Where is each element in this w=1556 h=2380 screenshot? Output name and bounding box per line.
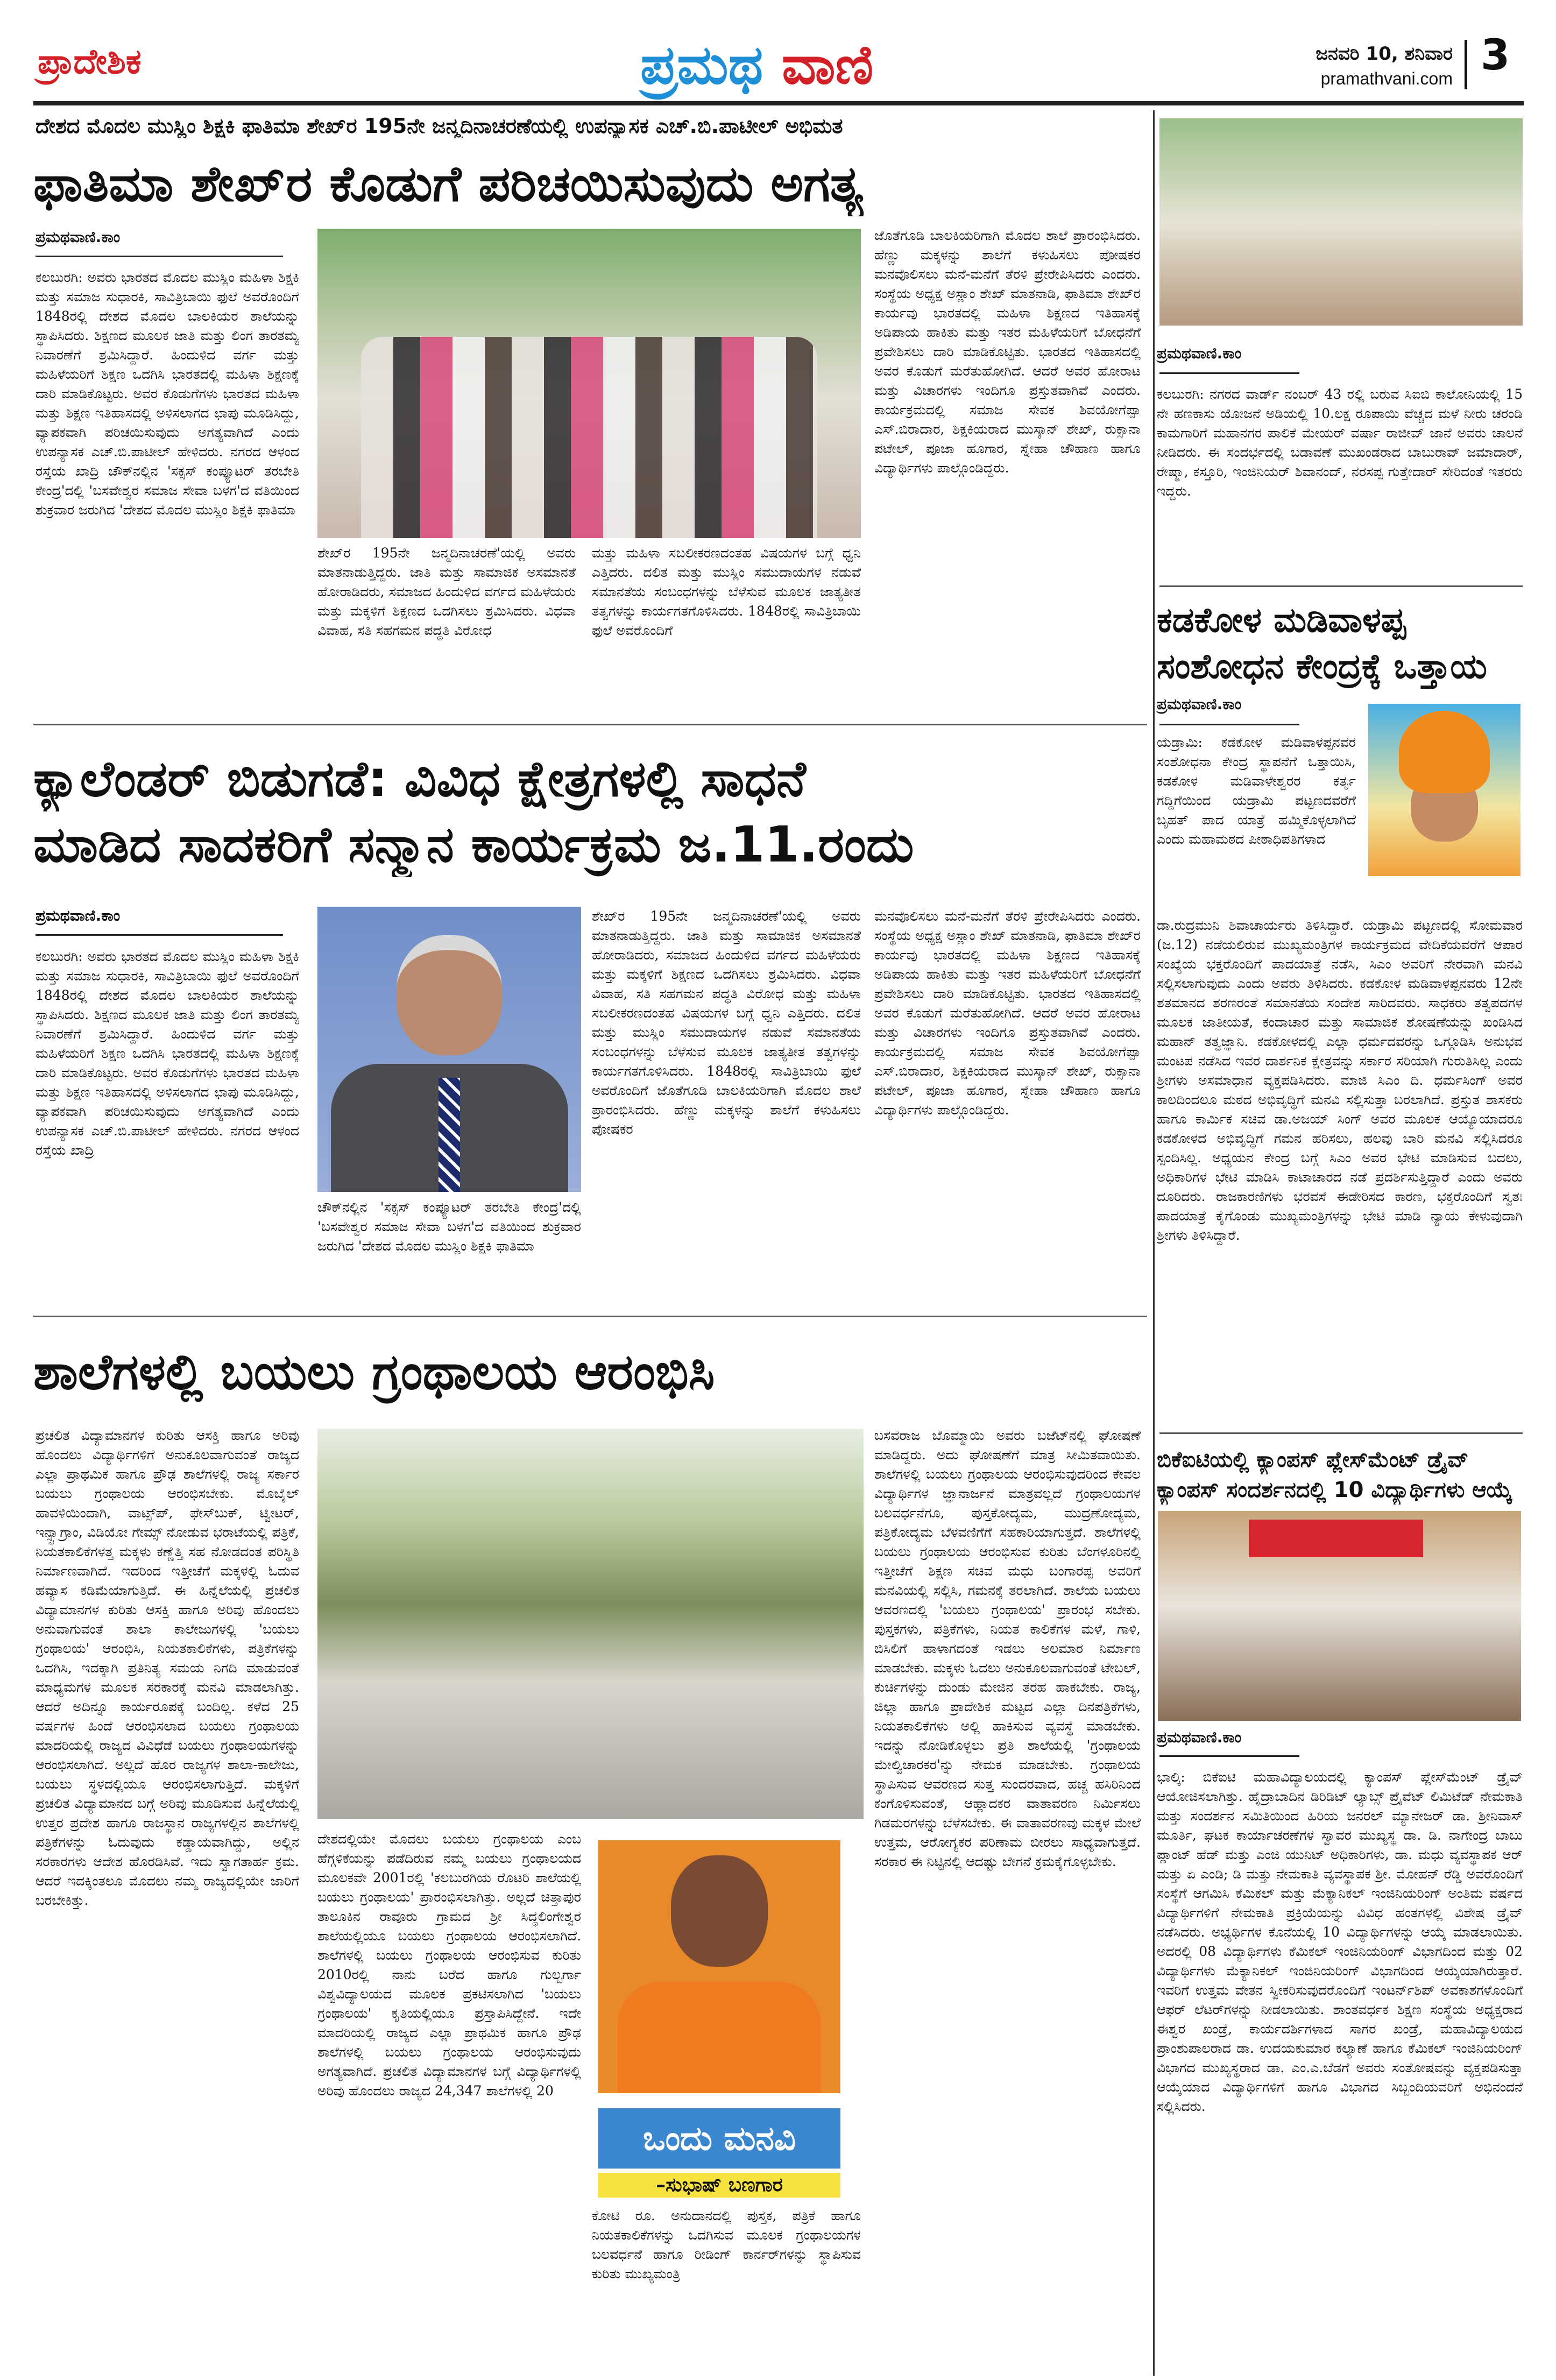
byline-rule bbox=[36, 934, 283, 936]
right3-headline-line1[interactable]: ಬಿಕೆಐಟಿಯಲ್ಲಿ ಕ್ಯಾಂಪಸ್ ಪ್ಲೇಸ್‌ಮೆಂಟ್ ಡ್ರೈವ್ bbox=[1157, 1447, 1469, 1472]
article2-col1: ಕಲಬುರಗಿ: ಅವರು ಭಾರತದ ಮೊದಲ ಮುಸ್ಲಿಂ ಮಹಿಳಾ ಶಿಕ್ಷಕಿ ಮತ್ತು ಸಮಾಜ ಸುಧಾರಕಿ, ಸಾವಿತ್ರಿಬಾಯಿ ಫುಲೆ ಅವರೊಂದಿಗೆ 1848ರಲ್ಲಿ ದೇಶದ ಮೊದಲ ಬಾಲಕಿಯರ ಶಾಲೆಯನ್ನು ಸ್ಥಾಪಿಸಿದರು. ಶಿಕ್ಷಣದ ಮೂಲಕ ಜಾತಿ ಮತ್ತು ಲಿಂಗ ತಾರತಮ್ಯ ನಿವಾರಣೆಗೆ ಶ್ರಮಿಸಿದ್ದಾರೆ. ಹಿಂದುಳಿದ ವರ್ಗ ಮತ್ತು ಮಹಿಳೆಯರಿಗೆ ಶಿಕ್ಷಣ ಒದಗಿಸಿ ಭಾರತದಲ್ಲಿ ಮಹಿಳಾ ಶಿಕ್ಷಣಕ್ಕೆ ದಾರಿ ಮಾಡಿಕೊಟ್ಟರು. ಅವರ ಕೊಡುಗೆಗಳು ಭಾರತದ ಮಹಿಳಾ ಮತ್ತು ಶಿಕ್ಷಣ ಇತಿಹಾಸದಲ್ಲಿ ಅಳಿಸಲಾಗದ ಛಾಪು ಮೂಡಿಸಿದ್ದು, ವ್ಯಾಪಕವಾಗಿ ಪರಿಚಯಿಸುವುದು ಅಗತ್ಯವಾಗಿದೆ ಎಂದು ಉಪನ್ಯಾಸಕ ಎಚ್.ಬಿ.ಪಾಟೀಲ್ ಹೇಳಿದರು. ನಗರದ ಆಳಂದ ರಸ್ತೆಯ ಖಾದ್ರಿ bbox=[36, 949, 299, 1158]
article1-col3: ಮತ್ತು ಮಹಿಳಾ ಸಬಲೀಕರಣದಂತಹ ವಿಷಯಗಳ ಬಗ್ಗೆ ಧ್ವನಿ ಎತ್ತಿದರು. ದಲಿತ ಮತ್ತು ಮುಸ್ಲಿಂ ಸಮುದಾಯಗಳ ನಡುವೆ ಸಮಾನತೆಯ ಸಂಬಂಧಗಳನ್ನು ಬೆಳೆಸುವ ಮೂಲಕ ಜಾತ್ಯತೀತ ತತ್ವಗಳನ್ನು ಕಾರ್ಯಗತಗೊಳಿಸಿದರು. 1848ರಲ್ಲಿ ಸಾವಿತ್ರಿಬಾಯಿ ಫುಲೆ ಅವರೊಂದಿಗೆ bbox=[592, 545, 861, 638]
right1-photo bbox=[1159, 118, 1523, 326]
right3-headline-line2[interactable]: ಕ್ಯಾಂಪಸ್ ಸಂದರ್ಶನದಲ್ಲಿ 10 ವಿದ್ಯಾರ್ಥಿಗಳು ಆಯ್ಕೆ bbox=[1157, 1478, 1512, 1502]
website-link[interactable]: pramathvani.com bbox=[1320, 69, 1453, 88]
author-photo bbox=[598, 1840, 840, 2093]
article3-col1: ಪ್ರಚಲಿತ ವಿದ್ಯಾಮಾನಗಳ ಕುರಿತು ಆಸಕ್ತಿ ಹಾಗೂ ಅರಿವು ಹೊಂದಲು ವಿದ್ಯಾರ್ಥಿಗಳಿಗೆ ಅನುಕೂಲವಾಗುವಂತೆ ರಾಜ್ಯದ ಎಲ್ಲಾ ಪ್ರಾಥಮಿಕ ಹಾಗೂ ಪ್ರೌಢ ಶಾಲೆಗಳಲ್ಲಿ ರಾಜ್ಯ ಸರ್ಕಾರ ಬಯಲು ಗ್ರಂಥಾಲಯ ಆರಂಭಿಸಬೇಕು. ಮೊಬೈಲ್ ಹಾವಳಿಯಿಂದಾಗಿ, ವಾಟ್ಸ್‌ಪ್, ಫೇಸ್‌ಬುಕ್, ಟ್ವೀಟರ್, ಇನ್ಸ್ಟಾಗ್ರಾಂ, ವಿಡಿಯೋ ಗೇಮ್ಸ್ ನೋಡುವ ಭರಾಟೆಯಲ್ಲಿ ಪತ್ರಿಕೆ, ನಿಯತಕಾಲಿಕೆಗಳತ್ತ ಮಕ್ಕಳು ಕಣ್ಣೆತ್ತಿ ಸಹ ನೋಡದಂತ ಪರಿಸ್ಥಿತಿ ನಿರ್ಮಾಣವಾಗಿದೆ. ಇದರಿಂದ ಇತ್ತೀಚೆಗೆ ಮಕ್ಕಳಲ್ಲಿ ಓದುವ ಹವ್ಯಾಸ ಕಡಿಮೆಯಾಗುತ್ತಿದೆ. ಈ ಹಿನ್ನೆಲೆಯಲ್ಲಿ ಪ್ರಚಲಿತ ವಿದ್ಯಾಮಾನಗಳ ಕುರಿತು ಆಸಕ್ತಿ ಹಾಗೂ ಅರಿವು ಹೊಂದಲು ಅನುವಾಗುವಂತೆ ಶಾಲಾ ಕಾಲೇಜುಗಳಲ್ಲಿ 'ಬಯಲು ಗ್ರಂಥಾಲಯ' ಆರಂಭಿಸಿ, ನಿಯತಕಾಲಿಕೆಗಳು, ಪತ್ರಿಕೆಗಳನ್ನು ಒದಗಿಸಿ, ಇದಕ್ಕಾಗಿ ಪ್ರತಿನಿತ್ಯ ಸಮಯ ನಿಗದಿ ಮಾಡುವಂತೆ ಮಾಧ್ಯಮಗಳ ಮೂಲಕ ಸರಕಾರಕ್ಕೆ ಮನವಿ ಮಾಡಲಾಗಿತ್ತು. ಆದರೆ ಅದಿನ್ನೂ ಕಾರ್ಯರೂಪಕ್ಕೆ ಬಂದಿಲ್ಲ. ಕಳೆದ 25 ವರ್ಷಗಳ ಹಿಂದೆ ಆರಂಭಿಸಲಾದ ಬಯಲು ಗ್ರಂಥಾಲಯ ಮಾದರಿಯಲ್ಲಿ ರಾಜ್ಯದ ವಿವಿಧೆಡೆ ಬಯಲು ಗ್ರಂಥಾಲಯಗಳನ್ನು ಆರಂಭಿಸಲಾಗಿದೆ. ಅಲ್ಲದೆ ಹೊರ ರಾಜ್ಯಗಳ ಶಾಲಾ-ಕಾಲೇಜು, ಬಯಲು ಸ್ಥಳದಲ್ಲಿಯೂ ಆರಂಭಿಸಲಾಗುತ್ತಿದೆ. ಮಕ್ಕಳಿಗೆ ಪ್ರಚಲಿತ ವಿದ್ಯಾಮಾನದ ಬಗ್ಗೆ ಅರಿವು ಮೂಡಿಸುವ ಹಿನ್ನೆಲೆಯಲ್ಲಿ ಉತ್ತರ ಪ್ರದೇಶ ಹಾಗೂ ರಾಜಸ್ಥಾನ ರಾಜ್ಯಗಳಲ್ಲಿನ ಶಾಲೆಗಳಲ್ಲಿ ಪತ್ರಿಕೆಗಳನ್ನು ಓದುವುದು ಕಡ್ಡಾಯವಾಗಿದ್ದು, ಅಲ್ಲಿನ ಸರಕಾರಗಳು ಆದೇಶ ಹೊರಡಿಸಿವೆ. ಇದು ಸ್ವಾಗತಾರ್ಹ ಕ್ರಮ. ಆದರೆ ಇದಕ್ಕಿಂತಲೂ ಮೊದಲು ನಮ್ಮ ರಾಜ್ಯದಲ್ಲಿಯೇ ಜಾರಿಗೆ ಬರಬೇಕಿತ್ತು. bbox=[36, 1428, 299, 1908]
column-divider bbox=[1153, 110, 1155, 2376]
right1-byline: ಪ್ರಮಥವಾಣಿ.ಕಾಂ bbox=[1157, 344, 1242, 362]
header-rule bbox=[33, 101, 1524, 105]
masthead-part1: ಪ್ರಮಥ bbox=[640, 33, 763, 96]
issue-date: ಜನವರಿ 10, ಶನಿವಾರ bbox=[1315, 43, 1453, 65]
article2-byline: ಪ್ರಮಥವಾಣಿ.ಕಾಂ bbox=[36, 907, 121, 924]
right2-byline: ಪ್ರಮಥವಾಣಿ.ಕಾಂ bbox=[1157, 695, 1242, 713]
masthead-logo[interactable] bbox=[640, 33, 873, 97]
page-number: 3 bbox=[1481, 31, 1510, 80]
article2-headline-line2[interactable]: ಮಾಡಿದ ಸಾದಕರಿಗೆ ಸನ್ಮಾನ ಕಾರ್ಯಕ್ರಮ ಜ.11.ರಂದು bbox=[33, 816, 914, 873]
separator bbox=[1159, 585, 1523, 587]
article1-col1: ಕಲಬುರಗಿ: ಅವರು ಭಾರತದ ಮೊದಲ ಮುಸ್ಲಿಂ ಮಹಿಳಾ ಶಿಕ್ಷಕಿ ಮತ್ತು ಸಮಾಜ ಸುಧಾರಕಿ, ಸಾವಿತ್ರಿಬಾಯಿ ಫುಲೆ ಅವರೊಂದಿಗೆ 1848ರಲ್ಲಿ ದೇಶದ ಮೊದಲ ಬಾಲಕಿಯರ ಶಾಲೆಯನ್ನು ಸ್ಥಾಪಿಸಿದರು. ಶಿಕ್ಷಣದ ಮೂಲಕ ಜಾತಿ ಮತ್ತು ಲಿಂಗ ತಾರತಮ್ಯ ನಿವಾರಣೆಗೆ ಶ್ರಮಿಸಿದ್ದಾರೆ. ಹಿಂದುಳಿದ ವರ್ಗ ಮತ್ತು ಮಹಿಳೆಯರಿಗೆ ಶಿಕ್ಷಣ ಒದಗಿಸಿ ಭಾರತದಲ್ಲಿ ಮಹಿಳಾ ಶಿಕ್ಷಣಕ್ಕೆ ದಾರಿ ಮಾಡಿಕೊಟ್ಟರು. ಅವರ ಕೊಡುಗೆಗಳು ಭಾರತದ ಮಹಿಳಾ ಮತ್ತು ಶಿಕ್ಷಣ ಇತಿಹಾಸದಲ್ಲಿ ಅಳಿಸಲಾಗದ ಛಾಪು ಮೂಡಿಸಿದ್ದು, ವ್ಯಾಪಕವಾಗಿ ಪರಿಚಯಿಸುವುದು ಅಗತ್ಯವಾಗಿದೆ ಎಂದು ಉಪನ್ಯಾಸಕ ಎಚ್.ಬಿ.ಪಾಟೀಲ್ ಹೇಳಿದರು. ನಗರದ ಆಳಂದ ರಸ್ತೆಯ ಖಾದ್ರಿ ಚೌಕ್‌ನಲ್ಲಿನ 'ಸಕ್ಸಸ್ ಕಂಪ್ಯೂಟರ್ ತರಬೇತಿ ಕೇಂದ್ರ'ದಲ್ಲಿ 'ಬಸವೇಶ್ವರ ಸಮಾಜ ಸೇವಾ ಬಳಗ'ದ ವತಿಯಿಂದ ಶುಕ್ರವಾರ ಜರುಗಿದ 'ದೇಶದ ಮೊದಲ ಮುಸ್ಲಿಂ ಶಿಕ್ಷಕಿ ಫಾತಿಮಾ bbox=[36, 270, 299, 518]
article2-headline-line1[interactable]: ಕ್ಯಾಲೆಂಡರ್ ಬಿಡುಗಡೆ: ವಿವಿಧ ಕ್ಷೇತ್ರಗಳಲ್ಲಿ ಸಾಧನೆ bbox=[33, 750, 806, 808]
right2-body-top: ಯಡ್ರಾಮಿ: ಕಡಕೋಳ ಮಡಿವಾಳಪ್ಪನವರ ಸಂಶೋಧನಾ ಕೇಂದ್ರ ಸ್ಥಾಪನೆಗೆ ಒತ್ತಾಯಿಸಿ, ಕಡಕೋಳ ಮಡಿವಾಳೇಶ್ವರರ ಕರ್ತೃ ಗದ್ದಿಗೆಯಿಂದ ಯಡ್ರಾಮಿ ಪಟ್ಟಣದವರೆಗೆ ಬೃಹತ್ ಪಾದ ಯಾತ್ರೆ ಹಮ್ಮಿಕೊಳ್ಳಲಾಗಿದೆ ಎಂದು ಮಹಾಮಠದ ಪೀಠಾಧಿಪತಿಗಳಾದ bbox=[1157, 735, 1356, 847]
section-label: ಪ್ರಾದೇಶಿಕ bbox=[38, 42, 142, 82]
byline-rule bbox=[1159, 1755, 1299, 1757]
article1-photo bbox=[317, 229, 861, 538]
article3-col2: ದೇಶದಲ್ಲಿಯೇ ಮೊದಲು ಬಯಲು ಗ್ರಂಥಾಲಯ ಎಂಬ ಹೆಗ್ಗಳಿಕೆಯನ್ನು ಪಡೆದಿರುವ ನಮ್ಮ ಬಯಲು ಗ್ರಂಥಾಲಯದ ಮೂಲಕವೇ 2001ರಲ್ಲಿ 'ಕಲಬುರಗಿಯ ರೊಟರಿ ಶಾಲೆಯಲ್ಲಿ ಬಯಲು ಗ್ರಂಥಾಲಯ' ಪ್ರಾರಂಭಿಸಲಾಗಿತ್ತು. ಅಲ್ಲದೆ ಚಿತ್ತಾಪುರ ತಾಲೂಕಿನ ರಾವೂರು ಗ್ರಾಮದ ಶ್ರೀ ಸಿದ್ಧಲಿಂಗೇಶ್ವರ ಶಾಲೆಯಲ್ಲಿಯೂ ಬಯಲು ಗ್ರಂಥಾಲಯ ಆರಂಭಿಸಲಾಗಿದೆ. ಶಾಲೆಗಳಲ್ಲಿ ಬಯಲು ಗ್ರಂಥಾಲಯ ಆರಂಭಿಸುವ ಕುರಿತು 2010ರಲ್ಲಿ ನಾನು ಬರೆದ ಹಾಗೂ ಗುಲ್ಬರ್ಗಾ ವಿಶ್ವವಿದ್ಯಾಲಯದ ಮೂಲಕ ಪ್ರಕಟಿಸಲಾಗಿದ 'ಬಯಲು ಗ್ರಂಥಾಲಯ' ಕೃತಿಯಲ್ಲಿಯೂ ಪ್ರಸ್ತಾಪಿಸಿದ್ದೇನೆ. ಇದೇ ಮಾದರಿಯಲ್ಲಿ ರಾಜ್ಯದ ಎಲ್ಲಾ ಪ್ರಾಥಮಿಕ ಹಾಗೂ ಪ್ರೌಢ ಶಾಲೆಗಳಲ್ಲಿ ಬಯಲು ಗ್ರಂಥಾಲಯ ಆರಂಭಿಸುವುದು ಅಗತ್ಯವಾಗಿದೆ. ಪ್ರಚಲಿತ ವಿದ್ಯಾಮಾನಗಳ ಬಗ್ಗೆ ವಿದ್ಯಾರ್ಥಿಗಳಲ್ಲಿ ಅರಿವು ಹೊಂದಲು ರಾಜ್ಯದ 24,347 ಶಾಲೆಗಳಲ್ಲಿ 20 bbox=[317, 1831, 581, 2099]
article3-col3: ಕೋಟಿ ರೂ. ಅನುದಾನದಲ್ಲಿ ಪುಸ್ತಕ, ಪತ್ರಿಕೆ ಹಾಗೂ ನಿಯತಕಾಲಿಕೆಗಳನ್ನು ಒದಗಿಸುವ ಮೂಲಕ ಗ್ರಂಥಾಲಯಗಳ ಬಲವರ್ಧನೆ ಹಾಗೂ ರೀಡಿಂಗ್ ಕಾರ್ನರ್‌ಗಳನ್ನು ಸ್ಥಾಪಿಸುವ ಕುರಿತು ಮುಖ್ಯಮಂತ್ರಿ bbox=[592, 2208, 861, 2282]
separator bbox=[33, 1316, 1147, 1317]
article2-portrait-photo bbox=[317, 907, 581, 1192]
right2-portrait-photo bbox=[1368, 704, 1520, 876]
article2-col3: ಶೇಖ್‌ರ 195ನೇ ಜನ್ಮದಿನಾಚರಣೆ'ಯಲ್ಲಿ ಅವರು ಮಾತನಾಡುತ್ತಿದ್ದರು. ಜಾತಿ ಮತ್ತು ಸಾಮಾಜಿಕ ಅಸಮಾನತೆ ಹೋರಾಡಿದರು, ಸಮಾಜದ ಹಿಂದುಳಿದ ವರ್ಗದ ಮಹಿಳೆಯರು ಮತ್ತು ಮಕ್ಕಳಿಗೆ ಶಿಕ್ಷಣದ ಒದಗಿಸಲು ಶ್ರಮಿಸಿದರು. ವಿಧವಾ ವಿವಾಹ, ಸತಿ ಸಹಗಮನ ಪದ್ಧತಿ ವಿರೋಧ ಮತ್ತು ಮಹಿಳಾ ಸಬಲೀಕರಣದಂತಹ ವಿಷಯಗಳ ಬಗ್ಗೆ ಧ್ವನಿ ಎತ್ತಿದರು. ದಲಿತ ಮತ್ತು ಮುಸ್ಲಿಂ ಸಮುದಾಯಗಳ ನಡುವೆ ಸಮಾನತೆಯ ಸಂಬಂಧಗಳನ್ನು ಬೆಳೆಸುವ ಮೂಲಕ ಜಾತ್ಯತೀತ ತತ್ವಗಳನ್ನು ಕಾರ್ಯಗತಗೊಳಿಸಿದರು. 1848ರಲ್ಲಿ ಸಾವಿತ್ರಿಬಾಯಿ ಫುಲೆ ಅವರೊಂದಿಗೆ ಜೊತೆಗೂಡಿ ಬಾಲಕಿಯರಿಗಾಗಿ ಮೊದಲ ಶಾಲೆ ಪ್ರಾರಂಭಿಸಿದರು. ಹೆಣ್ಣು ಮಕ್ಕಳನ್ನು ಶಾಲೆಗೆ ಕಳುಹಿಸಲು ಪೋಷಕರ bbox=[592, 908, 861, 1137]
right3-byline: ಪ್ರಮಥವಾಣಿ.ಕಾಂ bbox=[1157, 1728, 1242, 1746]
column-title-box: ಒಂದು ಮನವಿ bbox=[598, 2108, 840, 2169]
right2-body-bottom: ಡಾ.ರುದ್ರಮುನಿ ಶಿವಾಚಾರ್ಯರು ತಿಳಿಸಿದ್ದಾರೆ. ಯಡ್ರಾಮಿ ಪಟ್ಟಣದಲ್ಲಿ ಸೋಮವಾರ (ಜ.12) ನಡೆಯಲಿರುವ ಮುಖ್ಯಮಂತ್ರಿಗಳ ಕಾರ್ಯಕ್ರಮದ ವೇದಿಕೆಯವರೆಗೆ ಆಪಾರ ಸಂಖ್ಯೆಯ ಭಕ್ತರೊಂದಿಗೆ ಪಾದಯಾತ್ರೆ ನಡೆಸಿ, ಸಿಎಂ ಅವರಿಗೆ ನೇರವಾಗಿ ಮನವಿ ಸಲ್ಲಿಸಲಾಗುವುದು ಎಂದು ಅವರು ತಿಳಿಸಿದರು. ಕಡಕೋಳ ಮಡಿವಾಳಪ್ಪನವರು 12ನೇ ಶತಮಾನದ ಶರಣರಂತೆ ಸಮಾನತೆಯ ಸಂದೇಶ ಸಾರಿದವರು. ಸಾಧಕರು ತತ್ವಪದಗಳ ಮೂಲಕ ಜಾತೀಯತೆ, ಕಂದಾಚಾರ ಮತ್ತು ಸಾಮಾಜಿಕ ಶೋಷಣೆಯನ್ನು ಖಂಡಿಸಿದ ಮಹಾನ್ ತತ್ವಜ್ಞಾನಿ. ಕಡಕೋಳದಲ್ಲಿ ಎಲ್ಲಾ ಧರ್ಮದವರನ್ನು ಒಗ್ಗೂಡಿಸಿ ಅನುಭವ ಮಂಟಪ ನಡೆಸಿದ ಇವರ ದಾರ್ಶನಿಕ ಕ್ಷೇತ್ರವನ್ನು ಸರ್ಕಾರ ಸರಿಯಾಗಿ ಗುರುತಿಸಿಲ್ಲ ಎಂದು ಶ್ರೀಗಳು ಅಸಮಾಧಾನ ವ್ಯಕ್ತಪಡಿಸಿದರು. ಮಾಜಿ ಸಿಎಂ ದಿ. ಧರ್ಮಸಿಂಗ್ ಅವರ ಕಾಲದಿಂದಲೂ ಮಠದ ಅಭಿವೃದ್ಧಿಗೆ ಮನವಿ ಸಲ್ಲಿಸುತ್ತಾ ಬರಲಾಗಿದೆ. ಪ್ರಸ್ತುತ ಶಾಸಕರು ಹಾಗೂ ಕಾರ್ಮಿಕ ಸಚಿವ ಡಾ.ಅಜಯ್ ಸಿಂಗ್ ಅವರ ಮೂಲಕ ಆಯ್ಯೊಯಾದರೂ ಕಡಕೋಳದ ಅಭಿವೃದ್ಧಿಗೆ ಗಮನ ಹರಿಸಲು, ಹಲವು ಬಾರಿ ಮನವಿ ಸಲ್ಲಿಸಿದರೂ ಸ್ಪಂದಿಸಿಲ್ಲ. ಅಧ್ಯಯನ ಕೇಂದ್ರ ಬಗ್ಗೆ ಸಿಎಂ ಅವರ ಭೇಟಿ ಮಾಡಿಸುವ ಬದಲು, ಅಧಿಕಾರಿಗಳ ಭೇಟಿ ಮಾಡಿಸಿ ಕಾಟಾಚಾರದ ನಡೆ ಪ್ರದರ್ಶಿಸುತ್ತಿದ್ದಾರೆ ಎಂದು ಅವರು ದೂರಿದರು. ರಾಜಕಾರಣಿಗಳು ಭರವಸೆ ಈಡೇರಿಸದ ಕಾರಣ, ಭಕ್ತರೊಂದಿಗೆ ಸ್ವತಃ ಪಾದಯಾತ್ರೆ ಕೈಗೊಂಡು ಮುಖ್ಯಮಂತ್ರಿಗಳನ್ನು ಭೇಟಿ ಮಾಡಿ ನ್ಯಾಯ ಕೇಳುವುದಾಗಿ ಶ್ರೀಗಳು ತಿಳಿಸಿದ್ದಾರೆ. bbox=[1157, 917, 1523, 1243]
author-name-box: –ಸುಭಾಷ್ ಬಣಗಾರ bbox=[598, 2173, 840, 2198]
separator bbox=[33, 724, 1147, 725]
right3-group-photo bbox=[1158, 1511, 1521, 1721]
byline-rule bbox=[36, 256, 283, 257]
article1-kicker: ದೇಶದ ಮೊದಲ ಮುಸ್ಲಿಂ ಶಿಕ್ಷಕಿ ಫಾತಿಮಾ ಶೇಖ್‌ರ 195ನೇ ಜನ್ಮದಿನಾಚರಣೆಯಲ್ಲಿ ಉಪನ್ಯಾಸಕ ಎಚ್.ಬಿ.ಪಾಟೀಲ್ ಅಭಿಮತ bbox=[36, 114, 843, 138]
right2-headline[interactable]: ಕಡಕೋಳ ಮಡಿವಾಳಪ್ಪ ಸಂಶೋಧನ ಕೇಂದ್ರಕ್ಕೆ ಒತ್ತಾಯ bbox=[1157, 601, 1487, 687]
separator bbox=[1159, 1432, 1523, 1434]
masthead-part2: ವಾಣಿ bbox=[782, 33, 874, 96]
byline-rule bbox=[1159, 372, 1299, 374]
page-number-divider bbox=[1465, 40, 1467, 89]
article2-col4: ಮನವೊಲಿಸಲು ಮನೆ-ಮನೆಗೆ ತೆರಳಿ ಪ್ರೇರೇಪಿಸಿದರು ಎಂದರು. ಸಂಸ್ಥೆಯ ಅಧ್ಯಕ್ಷ ಅಸ್ಲಾಂ ಶೇಖ್ ಮಾತನಾಡಿ, ಫಾತಿಮಾ ಶೇಖ್‌ರ ಕಾರ್ಯವು ಭಾರತದಲ್ಲಿ ಮಹಿಳಾ ಶಿಕ್ಷಣದ ಇತಿಹಾಸಕ್ಕೆ ಅಡಿಪಾಯ ಹಾಕಿತು ಮತ್ತು ಇತರ ಮಹಿಳೆಯರಿಗೆ ಬೋಧನೆಗೆ ಪ್ರವೇಶಿಸಲು ದಾರಿ ಮಾಡಿಕೊಟ್ಟಿತು. ಭಾರತದ ಇತಿಹಾಸದಲ್ಲಿ ಅವರ ಕೊಡುಗೆ ಮರೆತುಹೋಗಿದೆ. ಆದರೆ ಅವರ ಹೋರಾಟ ಮತ್ತು ವಿಚಾರಗಳು ಇಂದಿಗೂ ಪ್ರಸ್ತುತವಾಗಿವೆ ಎಂದರು. ಕಾರ್ಯಕ್ರಮದಲ್ಲಿ ಸಮಾಜ ಸೇವಕ ಶಿವಯೋಗೆಪ್ಪಾ ಎಸ್.ಬಿರಾದಾರ, ಶಿಕ್ಷಕಿಯರಾದ ಮುಸ್ಕಾನ್ ಶೇಖ್, ರುಕ್ಸಾನಾ ಪಟೇಲ್, ಪೂಜಾ ಹೂಗಾರ, ಸ್ನೇಹಾ ಚೌಹಾಣ ಹಾಗೂ ವಿದ್ಯಾರ್ಥಿಗಳು ಪಾಲ್ಗೊಂಡಿದ್ದರು. bbox=[874, 908, 1141, 1118]
article3-col4: ಬಸವರಾಜ ಬೊಮ್ಮಾಯಿ ಅವರು ಬಜೆಟ್‌ನಲ್ಲಿ ಘೋಷಣೆ ಮಾಡಿದ್ದರು. ಅದು ಘೋಷಣೆಗೆ ಮಾತ್ರ ಸೀಮಿತವಾಯಿತು. ಶಾಲೆಗಳಲ್ಲಿ ಬಯಲು ಗ್ರಂಥಾಲಯ ಆರಂಭಿಸುವುದರಿಂದ ಕೇವಲ ವಿದ್ಯಾರ್ಥಿಗಳ ಜ್ಞಾನಾರ್ಜನೆ ಮಾತ್ರವಲ್ಲದೆ ಗ್ರಂಥಾಲಯಗಳ ಬಲವರ್ಧನೆಗೂ, ಪುಸ್ತಕೋದ್ಯಮ, ಮುದ್ರಣೋದ್ಯಮ, ಪತ್ರಿಕೋದ್ಯಮ ಬೆಳವಣಿಗೆಗೆ ಸಹಕಾರಿಯಾಗುತ್ತದೆ. ಶಾಲೆಗಳಲ್ಲಿ ಬಯಲು ಗ್ರಂಥಾಲಯ ಆರಂಭಿಸುವ ಕುರಿತು ಬೆಂಗಳೂರಿನಲ್ಲಿ ಇತ್ತೀಚೆಗೆ ಶಿಕ್ಷಣ ಸಚಿವ ಮಧು ಬಂಗಾರಪ್ಪ ಅವರಿಗೆ ಮನವಿಯಲ್ಲಿ ಸಲ್ಲಿಸಿ, ಗಮನಕ್ಕೆ ತರಲಾಗಿದೆ. ಶಾಲೆಯ ಬಯಲು ಆವರಣದಲ್ಲಿ 'ಬಯಲು ಗ್ರಂಥಾಲಯ' ಪ್ರಾರಂಭ ಸಬೇಕು. ಪುಸ್ತಕಗಳು, ಪತ್ರಿಕೆಗಳು, ನಿಯತ ಕಾಲಿಕೆಗಳ ಮಳೆ, ಗಾಳಿ, ಬಿಸಿಲಿಗೆ ಹಾಳಾಗದಂತೆ ಇಡಲು ಅಲಮಾರ ನಿರ್ಮಾಣ ಮಾಡಬೇಕು. ಮಕ್ಕಳು ಓದಲು ಅನುಕೂಲವಾಗುವಂತೆ ಟೇಬಲ್, ಕುರ್ಚಿಗಳನ್ನು ದುಂಡು ಮೇಜಿನ ತರಹ ಹಾಕಬೇಕು. ರಾಜ್ಯ, ಜಿಲ್ಲಾ ಹಾಗೂ ಪ್ರಾದೇಶಿಕ ಮಟ್ಟದ ಎಲ್ಲಾ ದಿನಪತ್ರಿಕೆಗಳು, ನಿಯತಕಾಲಿಕೆಗಳು ಅಲ್ಲಿ ಹಾಕಿಸುವ ವ್ಯವಸ್ಥೆ ಮಾಡಬೇಕು. ಇದನ್ನು ನೋಡಿಕೊಳ್ಳಲು ಪ್ರತಿ ಶಾಲೆಯಲ್ಲಿ 'ಗ್ರಂಥಾಲಯ ಮೇಲ್ವಿಚಾರಕರ'ನ್ನು ನೇಮಕ ಮಾಡಬೇಕು. ಗ್ರಂಥಾಲಯ ಸ್ಥಾಪಿಸುವ ಆವರಣದ ಸುತ್ತ ಸುಂದರವಾದ, ಹಚ್ಚ ಹಸಿರಿನಿಂದ ಕಂಗೊಳಿಸುವಂತೆ, ಆಹ್ಲಾದಕರ ವಾತಾವರಣ ನಿರ್ಮಿಸಲು ಗಿಡಮರಗಳನ್ನು ಬೆಳೆಸಬೇಕು. ಈ ವಾತಾವರಣವು ಮಕ್ಕಳ ಮೇಲೆ ಉತ್ತಮ, ಆರೋಗ್ಯಕರ ಪರಿಣಾಮ ಬೀರಲು ಸಾಧ್ಯವಾಗುತ್ತದೆ. ಸರಕಾರ ಈ ನಿಟ್ಟಿನಲ್ಲಿ ಆದಷ್ಟು ಬೇಗನೆ ಕ್ರಮಕೈಗೊಳ್ಳಬೇಕು. bbox=[874, 1428, 1141, 1869]
article1-col4: ಜೊತೆಗೂಡಿ ಬಾಲಕಿಯರಿಗಾಗಿ ಮೊದಲ ಶಾಲೆ ಪ್ರಾರಂಭಿಸಿದರು. ಹೆಣ್ಣು ಮಕ್ಕಳನ್ನು ಶಾಲೆಗೆ ಕಳುಹಿಸಲು ಪೋಷಕರ ಮನವೊಲಿಸಲು ಮನೆ-ಮನೆಗೆ ತೆರಳಿ ಪ್ರೇರೇಪಿಸಿದರು ಎಂದರು. ಸಂಸ್ಥೆಯ ಅಧ್ಯಕ್ಷ ಅಸ್ಲಾಂ ಶೇಖ್ ಮಾತನಾಡಿ, ಫಾತಿಮಾ ಶೇಖ್‌ರ ಕಾರ್ಯವು ಭಾರತದಲ್ಲಿ ಮಹಿಳಾ ಶಿಕ್ಷಣದ ಇತಿಹಾಸಕ್ಕೆ ಅಡಿಪಾಯ ಹಾಕಿತು ಮತ್ತು ಇತರ ಮಹಿಳೆಯರಿಗೆ ಬೋಧನೆಗೆ ಪ್ರವೇಶಿಸಲು ದಾರಿ ಮಾಡಿಕೊಟ್ಟಿತು. ಭಾರತದ ಇತಿಹಾಸದಲ್ಲಿ ಅವರ ಕೊಡುಗೆ ಮರೆತುಹೋಗಿದೆ. ಆದರೆ ಅವರ ಹೋರಾಟ ಮತ್ತು ವಿಚಾರಗಳು ಇಂದಿಗೂ ಪ್ರಸ್ತುತವಾಗಿವೆ ಎಂದರು. ಕಾರ್ಯಕ್ರಮದಲ್ಲಿ ಸಮಾಜ ಸೇವಕ ಶಿವಯೋಗೆಪ್ಪಾ ಎಸ್.ಬಿರಾದಾರ, ಶಿಕ್ಷಕಿಯರಾದ ಮುಸ್ಕಾನ್ ಶೇಖ್, ರುಕ್ಸಾನಾ ಪಟೇಲ್, ಪೂಜಾ ಹೂಗಾರ, ಸ್ನೇಹಾ ಚೌಹಾಣ ಹಾಗೂ ವಿದ್ಯಾರ್ಥಿಗಳು ಪಾಲ್ಗೊಂಡಿದ್ದರು. bbox=[874, 228, 1141, 476]
article1-headline[interactable]: ಫಾತಿಮಾ ಶೇಖ್‌ರ ಕೊಡುಗೆ ಪರಿಚಯಿಸುವುದು ಅಗತ್ಯ bbox=[33, 155, 864, 213]
right3-body: ಭಾಲ್ಕಿ: ಬಿಕೆಐಟಿ ಮಹಾವಿದ್ಯಾಲಯದಲ್ಲಿ ಕ್ಯಾಂಪಸ್ ಪ್ಲೇಸ್‌ಮೆಂಟ್ ಡ್ರೈವ್ ಆಯೋಜಿಸಲಾಗಿತ್ತು. ಹೈದ್ರಾಬಾದಿನ ಡಿರಿಡಿಟ್ ಲ್ಯಾಬ್ಸ್ ಪ್ರೈವೆಟ್ ಲಿಮಿಟೆಡ್ ನೇಮಕಾತಿ ಮತ್ತು ಸಂದರ್ಶನ ಸಮಿತಿಯಿಂದ ಹಿರಿಯ ಜನರಲ್ ಮ್ಯಾನೇಜರ್ ಡಾ. ಶ್ರೀನಿವಾಸ್ ಮೂರ್ತಿ, ಘಟಕ ಕಾರ್ಯಾಚರಣೆಗಳ ಸ್ವಾವರ ಮುಖ್ಯಸ್ಥ ಡಾ. ಡಿ. ನಾಗೇಂದ್ರ ಬಾಬು ಪ್ಲಾಂಟ್ ಹೆಡ್ ಮತ್ತು ಎಂಜಿ ಯುನಿಟ್ ಅಧಿಕಾರಿಗಳು, ಡಾ. ಮಧು ವ್ಯವಸ್ಥಾಪಕ ಆರ್ ಮತ್ತು ಏ ಎಂಡಿ; ಡಿ ಮತ್ತು ನೇಮಕಾತಿ ವ್ಯವಸ್ಥಾಪಕ ಶ್ರೀ. ಮೋಹನ್ ರೆಡ್ಡಿ ಅವರೊಂದಿಗೆ ಸಂಸ್ಥೆಗೆ ಆಗಮಿಸಿ ಕೆಮಿಕಲ್ ಮತ್ತು ಮೆಕ್ಯಾನಿಕಲ್ ಇಂಜಿನಿಯರಿಂಗ್ ಅಂತಿಮ ವರ್ಷದ ವಿದ್ಯಾರ್ಥಿಗಳಿಗೆ ನೇಮಕಾತಿ ಪ್ರಕ್ರಿಯೆಯನ್ನು ವಿವಿಧ ಹಂತಗಳಲ್ಲಿ ವಿಶೇಷ ಡ್ರೈವ್ ನಡೆಸಿದರು. ಅಭ್ಯರ್ಥಿಗಳ ಕೊನೆಯಲ್ಲಿ 10 ವಿದ್ಯಾರ್ಥಿಗಳನ್ನು ಆಯ್ಕೆ ಮಾಡಲಾಯಿತು. ಅದರಲ್ಲಿ 08 ವಿದ್ಯಾರ್ಥಿಗಳು ಕೆಮಿಕಲ್ ಇಂಜಿನಿಯರಿಂಗ್ ವಿಭಾಗದಿಂದ ಮತ್ತು 02 ವಿದ್ಯಾರ್ಥಿಗಳು ಮೆಕ್ಯಾನಿಕಲ್ ಇಂಜಿನಿಯರಿಂಗ್ ವಿಭಾಗದಿಂದ ಆಯ್ಕೆಯಾಗಿರುತ್ತಾರೆ. ಇವರಿಗೆ ಉತ್ತಮ ವೇತನ ಸ್ವೀಕರಿಸುವುದರೊಂದಿಗೆ ಇಂಟರ್ನ್‌ಶಿಪ್ ಅವಕಾಶಗಳೊಂದಿಗೆ ಆಫರ್ ಲೆಟರ್‌ಗಳನ್ನು ನೀಡಲಾಯಿತು. ಶಾಂತವರ್ಧಕ ಶಿಕ್ಷಣ ಸಂಸ್ಥೆಯ ಅಧ್ಯಕ್ಷರಾದ ಈಶ್ವರ ಖಂಡ್ರೆ, ಕಾರ್ಯದರ್ಶಿಗಳಾದ ಸಾಗರ ಖಂಡ್ರೆ, ಮಹಾವಿದ್ಯಾಲಯದ ಪ್ರಾಂಶುಪಾಲರಾದ ಡಾ. ಉದಯಕುಮಾರ ಕಲ್ಯಾಣೆ ಹಾಗೂ ಕೆಮಿಕಲ್ ಇಂಜಿನಿಯರಿಂಗ್ ವಿಭಾಗದ ಮುಖ್ಯಸ್ಥರಾದ ಡಾ. ಎಂ.ಎ.ಬೆಡಗೆ ಅವರು ಸಂತೋಷವನ್ನು ವ್ಯಕ್ತಪಡಿಸುತ್ತಾ ಆಯ್ಕೆಯಾದ ವಿದ್ಯಾರ್ಥಿಗಳಿಗೆ ಹಾಗೂ ವಿಭಾಗದ ಸಿಬ್ಬಂದಿಯವರಿಗೆ ಅಭಿನಂದನೆ ಸಲ್ಲಿಸಿದರು. bbox=[1157, 1769, 1523, 2114]
byline-rule bbox=[1159, 724, 1299, 725]
right1-body: ಕಲಬುರಗಿ: ನಗರದ ವಾರ್ಡ್ ನಂಬರ್ 43 ರಲ್ಲಿ ಬರುವ ಸಿಐಬಿ ಕಾಲೋನಿಯಲ್ಲಿ 15 ನೇ ಹಣಕಾಸು ಯೋಜನೆ ಅಡಿಯಲ್ಲಿ 10.ಲಕ್ಷ ರೂಪಾಯಿ ವೆಚ್ಚದ ಮಳೆ ನೀರು ಚರಂಡಿ ಕಾಮಗಾರಿಗೆ ಮಹಾನಗರ ಪಾಲಿಕೆ ಮೇಯರ್ ವರ್ಷಾ ರಾಜೀವ್ ಜಾನೆ ಅವರು ಚಾಲನೆ ನೀಡಿದರು. ಈ ಸಂದರ್ಭದಲ್ಲಿ ಬಡಾವಣೆ ಮುಖಂಡರಾದ ಬಾಬುರಾವ್ ಜಮಾದಾರ್, ರೇಷ್ಮಾ, ಕಸ್ತೂರಿ, ಇಂಜಿನಿಯರ್ ಶಿವಾನಂದ್, ನರಸಪ್ಪ ಗುತ್ತೇದಾರ್ ಸೇರಿದಂತೆ ಇತರರು ಇದ್ದರು. bbox=[1157, 386, 1523, 499]
article3-headline[interactable]: ಶಾಲೆಗಳಲ್ಲಿ ಬಯಲು ಗ್ರಂಥಾಲಯ ಆರಂಭಿಸಿ bbox=[33, 1343, 715, 1401]
article1-col2: ಶೇಖ್‌ರ 195ನೇ ಜನ್ಮದಿನಾಚರಣೆ'ಯಲ್ಲಿ ಅವರು ಮಾತನಾಡುತ್ತಿದ್ದರು. ಜಾತಿ ಮತ್ತು ಸಾಮಾಜಿಕ ಅಸಮಾನತೆ ಹೋರಾಡಿದರು, ಸಮಾಜದ ಹಿಂದುಳಿದ ವರ್ಗದ ಮಹಿಳೆಯರು ಮತ್ತು ಮಕ್ಕಳಿಗೆ ಶಿಕ್ಷಣದ ಒದಗಿಸಲು ಶ್ರಮಿಸಿದರು. ವಿಧವಾ ವಿವಾಹ, ಸತಿ ಸಹಗಮನ ಪದ್ಧತಿ ವಿರೋಧ bbox=[317, 545, 576, 638]
article3-library-photo bbox=[317, 1429, 864, 1819]
article1-byline: ಪ್ರಮಥವಾಣಿ.ಕಾಂ bbox=[36, 228, 121, 246]
article2-col2: ಚೌಕ್‌ನಲ್ಲಿನ 'ಸಕ್ಸಸ್ ಕಂಪ್ಯೂಟರ್ ತರಬೇತಿ ಕೇಂದ್ರ'ದಲ್ಲಿ 'ಬಸವೇಶ್ವರ ಸಮಾಜ ಸೇವಾ ಬಳಗ'ದ ವತಿಯಿಂದ ಶುಕ್ರವಾರ ಜರುಗಿದ 'ದೇಶದ ಮೊದಲ ಮುಸ್ಲಿಂ ಶಿಕ್ಷಕಿ ಫಾತಿಮಾ bbox=[317, 1199, 581, 1254]
